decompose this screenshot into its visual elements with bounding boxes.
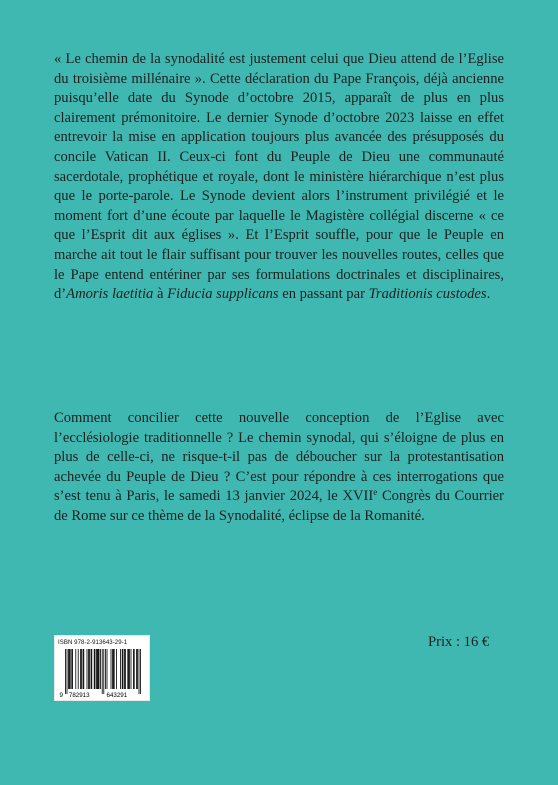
barcode-bar bbox=[140, 649, 141, 694]
barcode-bar bbox=[123, 649, 124, 689]
barcode-bar bbox=[69, 649, 70, 689]
ordinal-superscript: e bbox=[373, 487, 378, 498]
isbn-label: ISBN 978-2-913643-29-1 bbox=[58, 639, 128, 646]
barcode-bar bbox=[139, 649, 140, 694]
barcode-bar bbox=[94, 649, 95, 689]
barcode-bar bbox=[78, 649, 79, 689]
barcode-bar bbox=[127, 649, 128, 689]
barcode-bar bbox=[81, 649, 82, 689]
barcode-bar bbox=[112, 649, 113, 689]
paragraph-2-text-a: Comment concilier cette nouvelle conception de l’Eglise avec l’ecclésiologie traditionnelle ? Le chemin synodal, qui s’éloigne de plus en plus de celle-ci, ne risque-t-il pas de déboucher sur la protestantisation achevée du Peuple de Dieu ? C’est pour répondre à ces interrogations que s’est tenu à Paris, le samedi 13 janvier 2024, le XVII bbox=[54, 410, 504, 505]
barcode-bar bbox=[113, 649, 114, 689]
paragraph-2-text-b: Congrès du Courrier de Rome sur ce thème de la Synodalité, éclipse de la Romanité. bbox=[54, 488, 504, 524]
barcode-digits-left: 782913 bbox=[68, 692, 90, 699]
paragraph-1-text-a: « Le chemin de la synodalité est justement celui que Dieu attend de l’Eglise du troisième millénaire ». Cette déclaration du Pape François, déjà ancienne puisqu’elle date du Synode d’octobre 2015, apparaît de plus en plus clairement prémonitoire. Le dernier Synode d’octobre 2023 laisse en effet entrevoir la mise en application toujours plus avancée des présupposés du concile Vatican II. Ceux-ci font du Peuple de Dieu une communauté sacerdotale, prophétique et royale, dont le ministère hiérarchique n’est plus que le porte-parole. Le Synode devient alors l’instrument privilégié et le moment fort d’une écoute par laquelle le Magistère collégial discerne « ce que l’Esprit dit aux églises ». Et l’Esprit souffle, pour que le Peuple en marche ait tout le flair suffisant pour trouver les nouvelles routes, celles que le Pape entend entériner par ses formulations doctrinales et disciplinaires, d’ bbox=[54, 51, 504, 303]
paragraph-1-text-c: en passant par bbox=[278, 286, 369, 303]
barcode-bar bbox=[128, 649, 129, 689]
price-label: Prix : 16 € bbox=[428, 634, 490, 650]
barcode-bar bbox=[105, 649, 106, 689]
barcode-bar bbox=[80, 649, 81, 689]
isbn-barcode bbox=[54, 635, 150, 701]
barcode-bar bbox=[120, 649, 121, 689]
barcode-bar bbox=[99, 649, 100, 689]
barcode-digit-first: 9 bbox=[59, 692, 63, 699]
barcode-bar bbox=[96, 649, 97, 689]
barcode-bar bbox=[137, 649, 138, 689]
barcode-bar bbox=[116, 649, 117, 689]
barcode-bar bbox=[111, 649, 112, 689]
barcode-bar bbox=[91, 649, 92, 689]
barcode-bar bbox=[67, 649, 68, 694]
title-fiducia-supplicans: Fiducia supplicans bbox=[167, 286, 279, 303]
paragraph-1-text-b: à bbox=[153, 286, 168, 303]
barcode-bar bbox=[100, 649, 101, 689]
barcode-digits-right: 643291 bbox=[106, 692, 128, 699]
barcode-bar bbox=[71, 649, 72, 689]
barcode-bar bbox=[122, 649, 123, 689]
barcode-bar bbox=[70, 649, 71, 689]
barcode-bar bbox=[129, 649, 130, 689]
barcode-bar bbox=[88, 649, 89, 689]
barcode-bar bbox=[102, 649, 103, 694]
summary-paragraph-2 bbox=[54, 409, 504, 527]
barcode-bar bbox=[87, 649, 88, 689]
barcode-bar bbox=[65, 649, 66, 694]
barcode-bar bbox=[89, 649, 90, 689]
barcode-bar bbox=[107, 649, 108, 689]
summary-paragraph-1 bbox=[54, 50, 504, 305]
barcode-bar bbox=[75, 649, 76, 689]
barcode-bar bbox=[91, 649, 92, 689]
barcode-image bbox=[59, 649, 147, 699]
title-amoris-laetitia: Amoris laetitia bbox=[66, 286, 154, 303]
barcode-bar bbox=[72, 649, 73, 689]
barcode-bar bbox=[134, 649, 135, 689]
barcode-bar bbox=[97, 649, 98, 689]
title-traditionis-custodes: Traditionis custodes bbox=[368, 286, 487, 303]
barcode-bar bbox=[136, 649, 137, 689]
barcode-bar bbox=[83, 649, 84, 689]
barcode-bar bbox=[103, 649, 104, 694]
barcode-bar bbox=[133, 649, 134, 689]
paragraph-1-text-d: . bbox=[486, 286, 491, 303]
barcode-bar bbox=[125, 649, 126, 689]
barcode-bar bbox=[68, 649, 69, 689]
barcode-bar bbox=[131, 649, 132, 689]
barcode-bar bbox=[83, 649, 84, 689]
barcode-bar bbox=[114, 649, 115, 689]
barcode-bar bbox=[95, 649, 96, 689]
barcode-bar bbox=[98, 649, 99, 689]
barcode-bar bbox=[124, 649, 125, 689]
